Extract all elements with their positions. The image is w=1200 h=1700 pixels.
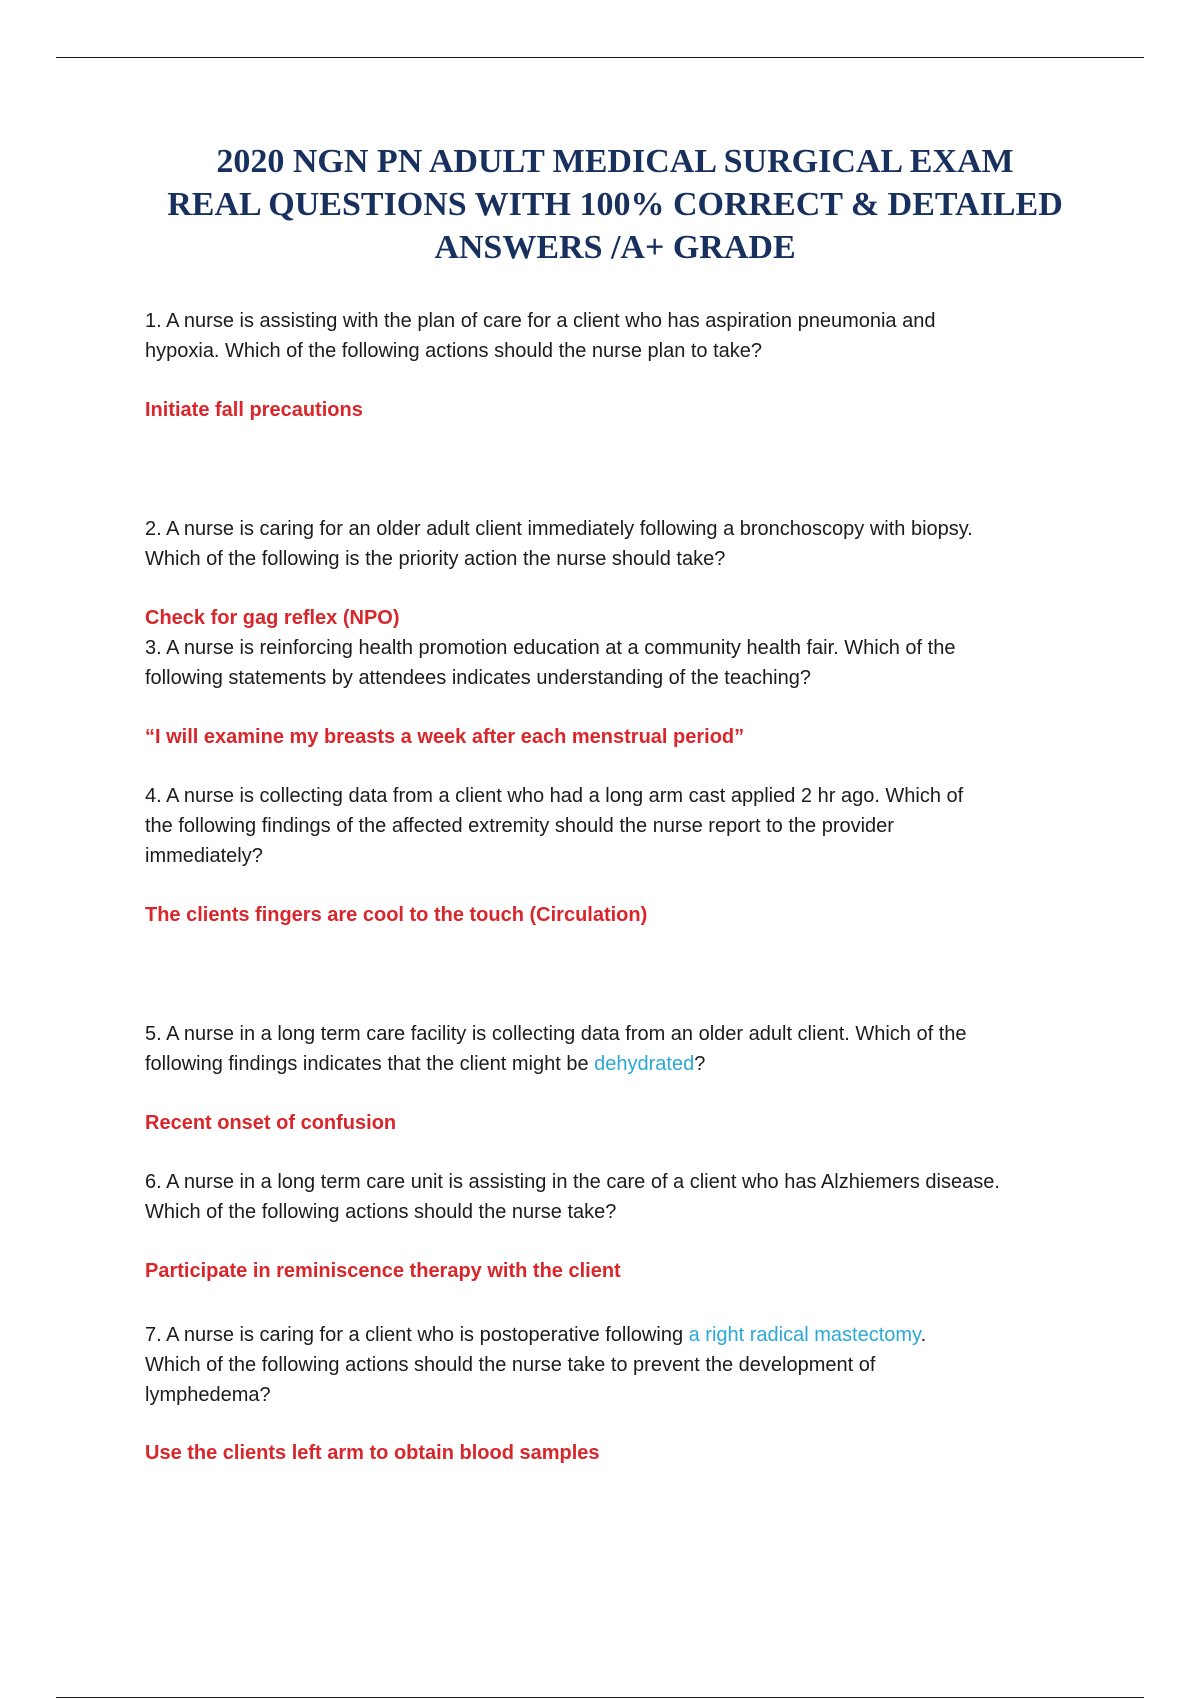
question-1 — [145, 306, 1095, 366]
answer-1: Initiate fall precautions — [145, 399, 363, 421]
answer-3: “I will examine my breasts a week after each menstrual period” — [145, 726, 745, 748]
answer-5: Recent onset of confusion — [145, 1112, 397, 1134]
title-line-1: 2020 NGN PN ADULT MEDICAL SURGICAL EXAM — [216, 143, 1014, 180]
dehydrated-highlight: dehydrated — [594, 1053, 695, 1075]
question-6-line-1: 6. A nurse in a long term care unit is assisting in the care of a client who has Alzhiemers disease. — [145, 1171, 1000, 1193]
question-4 — [145, 781, 1095, 871]
answer-2: Check for gag reflex (NPO) — [145, 607, 400, 629]
top-rule — [56, 57, 1144, 58]
title-line-2: REAL QUESTIONS WITH 100% CORRECT & DETAILED — [167, 186, 1063, 223]
question-4-line-1: 4. A nurse is collecting data from a client who had a long arm cast applied 2 hr ago. Which of — [145, 785, 964, 807]
question-7-line-3: lymphedema? — [145, 1384, 271, 1406]
question-3-line-2: following statements by attendees indicates understanding of the teaching? — [145, 667, 811, 689]
question-7 — [145, 1320, 1095, 1410]
bottom-rule — [56, 1697, 1144, 1698]
question-2-line-1: 2. A nurse is caring for an older adult client immediately following a bronchoscopy with biopsy. — [145, 518, 973, 540]
answer-7: Use the clients left arm to obtain blood samples — [145, 1442, 600, 1464]
question-4-line-2: the following findings of the affected extremity should the nurse report to the provider — [145, 815, 894, 837]
question-1-line-1: 1. A nurse is assisting with the plan of care for a client who has aspiration pneumonia and — [145, 310, 936, 332]
question-5-line-2-text: following findings indicates that the client might be — [145, 1053, 595, 1075]
question-7-line-1-end: . — [920, 1324, 927, 1346]
question-7-line-1 — [145, 1320, 1095, 1350]
answer-4: The clients fingers are cool to the touch (Circulation) — [145, 904, 648, 926]
question-4-line-3: immediately? — [145, 845, 263, 867]
question-5 — [145, 1019, 1095, 1079]
mastectomy-highlight: a right radical mastectomy — [688, 1324, 921, 1346]
question-6-line-2: Which of the following actions should the nurse take? — [145, 1201, 617, 1223]
question-7-line-1-text: 7. A nurse is caring for a client who is postoperative following — [145, 1324, 689, 1346]
question-7-line-2: Which of the following actions should the nurse take to prevent the development of — [145, 1354, 876, 1376]
document-title — [80, 140, 1150, 269]
question-5-line-2 — [145, 1049, 1095, 1079]
title-line-3: ANSWERS /A+ GRADE — [434, 229, 796, 266]
question-5-line-1: 5. A nurse in a long term care facility is collecting data from an older adult client. Which of the — [145, 1023, 967, 1045]
question-2 — [145, 514, 1095, 574]
answer-6: Participate in reminiscence therapy with the client — [145, 1260, 621, 1282]
question-3-line-1: 3. A nurse is reinforcing health promotion education at a community health fair. Which of the — [145, 637, 956, 659]
question-2-line-2: Which of the following is the priority action the nurse should take? — [145, 548, 726, 570]
question-3 — [145, 633, 1095, 693]
question-1-line-2: hypoxia. Which of the following actions should the nurse plan to take? — [145, 340, 763, 362]
question-6 — [145, 1167, 1095, 1227]
question-5-line-2-end: ? — [694, 1053, 706, 1075]
